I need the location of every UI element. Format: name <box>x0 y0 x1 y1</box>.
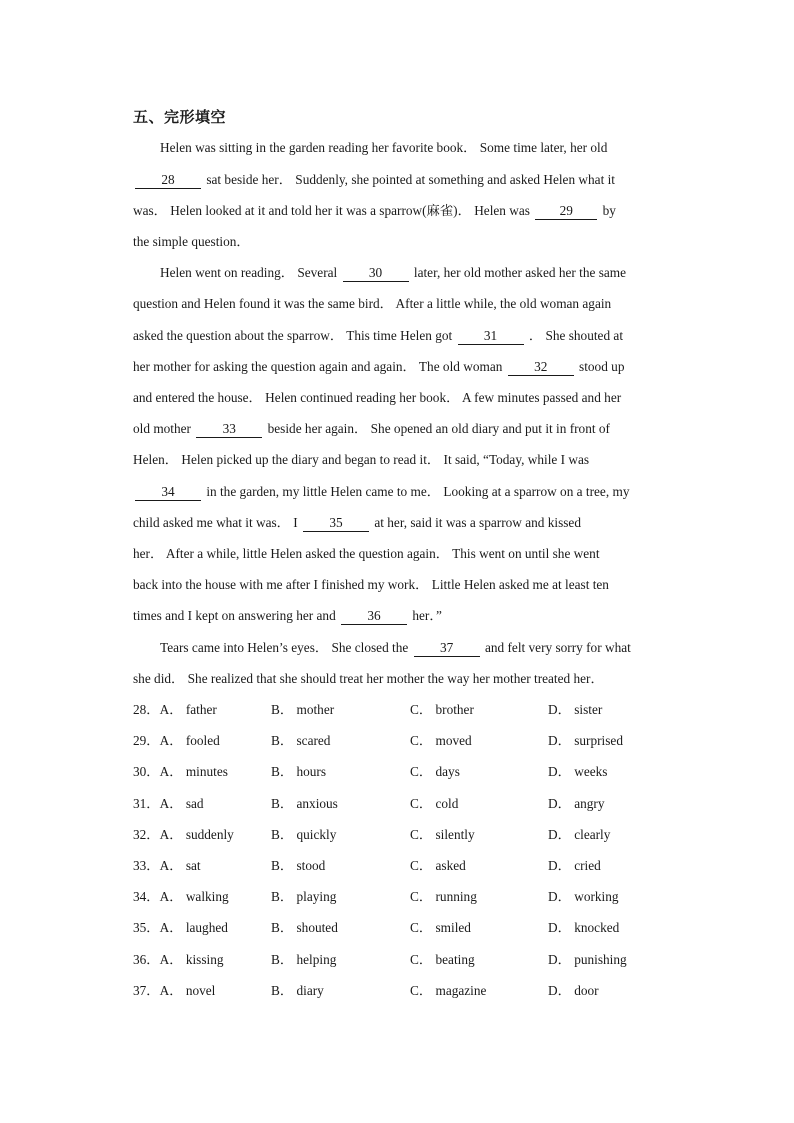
option-c[interactable]: C． cold <box>410 796 459 811</box>
option-d[interactable]: D． door <box>548 983 599 998</box>
option-d[interactable]: D． surprised <box>548 733 623 748</box>
question-row <box>133 762 693 782</box>
blank-36[interactable]: 36 <box>341 607 407 625</box>
option-d[interactable]: D． working <box>548 889 619 904</box>
question-row <box>133 887 693 907</box>
option-a[interactable]: 34．A． walking <box>133 889 229 904</box>
passage-line: Helen． Helen picked up the diary and began to read it． It said, “Today, while I was <box>133 452 590 467</box>
passage-line: old mother 33 beside her again． She opened an old diary and put it in front of <box>133 421 610 436</box>
option-c[interactable]: C． silently <box>410 827 475 842</box>
option-b[interactable]: B． quickly <box>271 827 337 842</box>
option-b[interactable]: B． anxious <box>271 796 338 811</box>
option-c[interactable]: C． brother <box>410 702 474 717</box>
option-d[interactable]: D． cried <box>548 858 601 873</box>
question-row <box>133 700 693 720</box>
question-row <box>133 731 693 751</box>
passage-line: child asked me what it was． I 35 at her, said it was a sparrow and kissed <box>133 515 581 530</box>
passage-line: back into the house with me after I finished my work． Little Helen asked me at least ten <box>133 577 609 592</box>
option-c[interactable]: C． moved <box>410 733 472 748</box>
option-a[interactable]: 31．A． sad <box>133 796 204 811</box>
option-a[interactable]: 30．A． minutes <box>133 764 228 779</box>
passage-line: the simple question． <box>133 234 250 249</box>
option-d[interactable]: D． angry <box>548 796 605 811</box>
blank-33[interactable]: 33 <box>196 420 262 438</box>
option-d[interactable]: D． punishing <box>548 952 627 967</box>
blank-37[interactable]: 37 <box>414 639 480 657</box>
option-a[interactable]: 33．A． sat <box>133 858 201 873</box>
passage-line: her mother for asking the question again and again． The old woman 32 stood up <box>133 359 625 374</box>
blank-34[interactable]: 34 <box>135 483 201 501</box>
question-row <box>133 950 693 970</box>
section-title: 五、完形填空 <box>133 108 227 126</box>
passage-line: Helen was sitting in the garden reading her favorite book． Some time later, her old <box>160 140 608 155</box>
option-b[interactable]: B． helping <box>271 952 337 967</box>
option-c[interactable]: C． days <box>410 764 460 779</box>
option-c[interactable]: C． beating <box>410 952 475 967</box>
passage-line: Helen went on reading． Several 30 later, her old mother asked her the same <box>160 265 627 280</box>
question-row <box>133 794 693 814</box>
option-a[interactable]: 32．A． suddenly <box>133 827 234 842</box>
blank-35[interactable]: 35 <box>303 514 369 532</box>
option-b[interactable]: B． diary <box>271 983 324 998</box>
option-c[interactable]: C． magazine <box>410 983 487 998</box>
option-b[interactable]: B． shouted <box>271 920 338 935</box>
blank-28[interactable]: 28 <box>135 171 201 189</box>
option-a[interactable]: 37．A． novel <box>133 983 216 998</box>
question-row <box>133 825 693 845</box>
option-b[interactable]: B． mother <box>271 702 335 717</box>
passage-line: and entered the house． Helen continued reading her book． A few minutes passed and her <box>133 390 622 405</box>
passage-line: was． Helen looked at it and told her it was a sparrow(麻雀)． Helen was 29 by <box>133 203 616 218</box>
blank-29[interactable]: 29 <box>535 202 597 220</box>
blank-31[interactable]: 31 <box>458 327 524 345</box>
option-b[interactable]: B． playing <box>271 889 337 904</box>
option-a[interactable]: 29．A． fooled <box>133 733 220 748</box>
blank-30[interactable]: 30 <box>343 264 409 282</box>
option-a[interactable]: 36．A． kissing <box>133 952 224 967</box>
blank-32[interactable]: 32 <box>508 358 574 376</box>
option-c[interactable]: C． asked <box>410 858 466 873</box>
option-c[interactable]: C． running <box>410 889 477 904</box>
option-b[interactable]: B． scared <box>271 733 331 748</box>
passage-line: question and Helen found it was the same bird． After a little while, the old woman again <box>133 296 612 311</box>
passage-line: Tears came into Helen’s eyes． She closed the 37 and felt very sorry for what <box>160 640 631 655</box>
passage-line: asked the question about the sparrow． This time Helen got 31 ． She shouted at <box>133 328 624 343</box>
option-b[interactable]: B． stood <box>271 858 326 873</box>
option-d[interactable]: D． weeks <box>548 764 608 779</box>
passage-line: 34 in the garden, my little Helen came to me． Looking at a sparrow on a tree, my <box>133 482 629 502</box>
passage-line: her． After a while, little Helen asked the question again． This went on until she went <box>133 546 600 561</box>
option-c[interactable]: C． smiled <box>410 920 471 935</box>
passage-line: times and I kept on answering her and 36 her．” <box>133 608 442 623</box>
question-row <box>133 981 693 1001</box>
passage-line: she did． She realized that she should treat her mother the way her mother treated her． <box>133 671 604 686</box>
question-row <box>133 856 693 876</box>
option-d[interactable]: D． clearly <box>548 827 611 842</box>
passage-line: 28 sat beside her． Suddenly, she pointed at something and asked Helen what it <box>133 170 615 190</box>
option-b[interactable]: B． hours <box>271 764 327 779</box>
option-d[interactable]: D． knocked <box>548 920 620 935</box>
option-a[interactable]: 28．A． father <box>133 702 217 717</box>
option-d[interactable]: D． sister <box>548 702 603 717</box>
option-a[interactable]: 35．A． laughed <box>133 920 228 935</box>
question-row <box>133 918 693 938</box>
